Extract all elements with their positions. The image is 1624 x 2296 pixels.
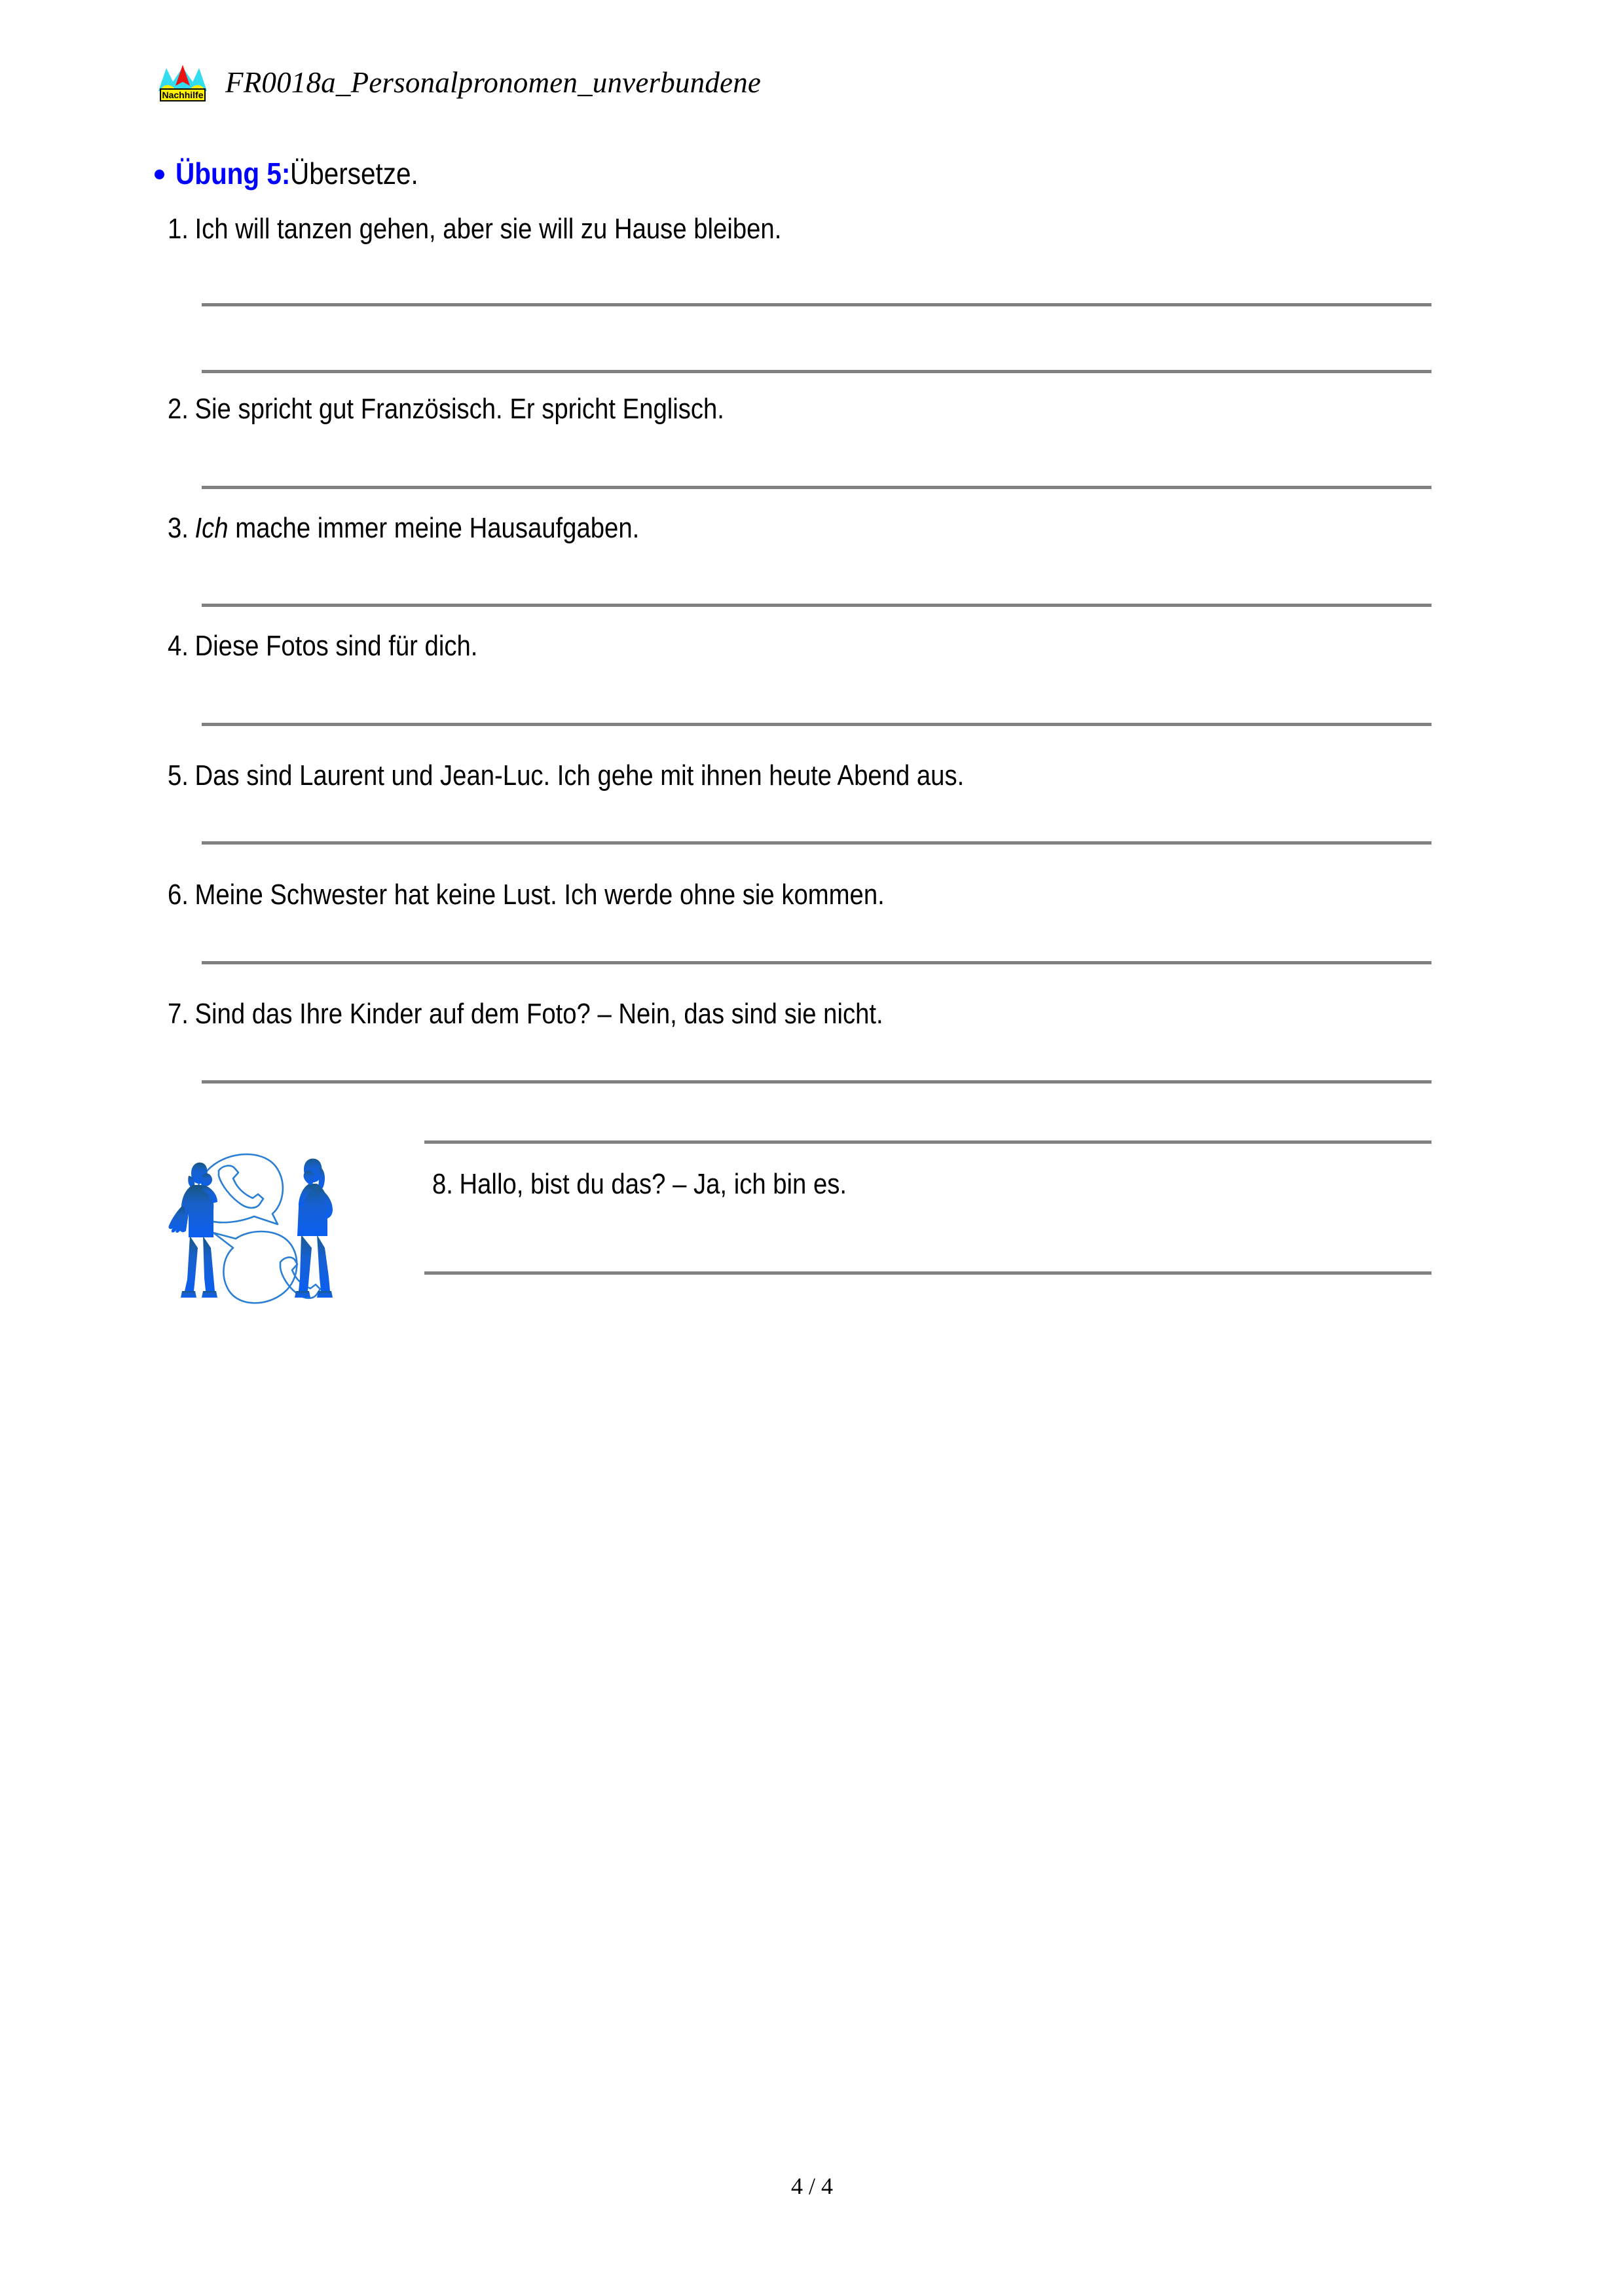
exercise-item-text [168,393,724,426]
exercise-item-number: 7. [168,998,189,1030]
exercise-item-sentence: mache immer meine Hausaufgaben. [235,512,640,544]
bullet-dot-icon [155,170,164,179]
exercise-item-number: 1. [168,213,189,245]
nachhilfe-logo-icon [157,62,208,103]
exercise-item-text [432,1168,847,1201]
exercise-item-text [168,630,477,663]
exercise-item-number: 6. [168,879,189,911]
exercise-heading [155,156,436,191]
document-title: FR0018a_Personalpronomen_unverbundene [225,66,762,99]
svg-text:Nachhilfe: Nachhilfe [162,90,204,100]
answer-line[interactable] [424,1271,1431,1275]
exercise-instruction: Übersetze. [290,156,419,191]
emphasized-pronoun: Ich [194,512,229,544]
answer-line[interactable] [424,1140,1431,1144]
page-indicator: 4 / 4 [790,2173,833,2199]
answer-line[interactable] [202,604,1431,607]
answer-line[interactable] [202,1080,1431,1084]
answer-line[interactable] [202,723,1431,726]
two-women-on-phone-illustration [162,1133,372,1322]
exercise-item-number: 2. [168,393,189,425]
answer-line[interactable] [202,370,1431,373]
exercise-item-sentence: Sie spricht gut Französisch. Er spricht Englisch. [194,393,724,425]
answer-line[interactable] [202,961,1431,964]
exercise-item-sentence: Ich will tanzen gehen, aber sie will zu Hause bleiben. [194,213,782,245]
document-header [157,62,761,103]
exercise-item-sentence: Meine Schwester hat keine Lust. Ich werde ohne sie kommen. [194,879,885,911]
exercise-item-number: 5. [168,759,189,792]
exercise-item-text [168,512,639,545]
answer-line[interactable] [202,841,1431,845]
exercise-item-sentence: Hallo, bist du das? – Ja, ich bin es. [459,1168,847,1200]
exercise-item-sentence: Das sind Laurent und Jean-Luc. Ich gehe mit ihnen heute Abend aus. [194,759,965,792]
exercise-item-sentence: Sind das Ihre Kinder auf dem Foto? – Nein, das sind sie nicht. [194,998,883,1030]
exercise-item-text [168,759,964,792]
exercise-item-text [168,879,885,911]
exercise-item-sentence: Diese Fotos sind für dich. [194,630,478,662]
exercise-item-text [168,998,883,1030]
answer-line[interactable] [202,303,1431,306]
exercise-item-number: 4. [168,630,189,662]
exercise-item-number: 8. [432,1168,453,1200]
exercise-item-text [168,213,781,246]
answer-line[interactable] [202,486,1431,489]
exercise-label: Übung 5: [175,156,291,191]
exercise-item-number: 3. [168,512,189,544]
